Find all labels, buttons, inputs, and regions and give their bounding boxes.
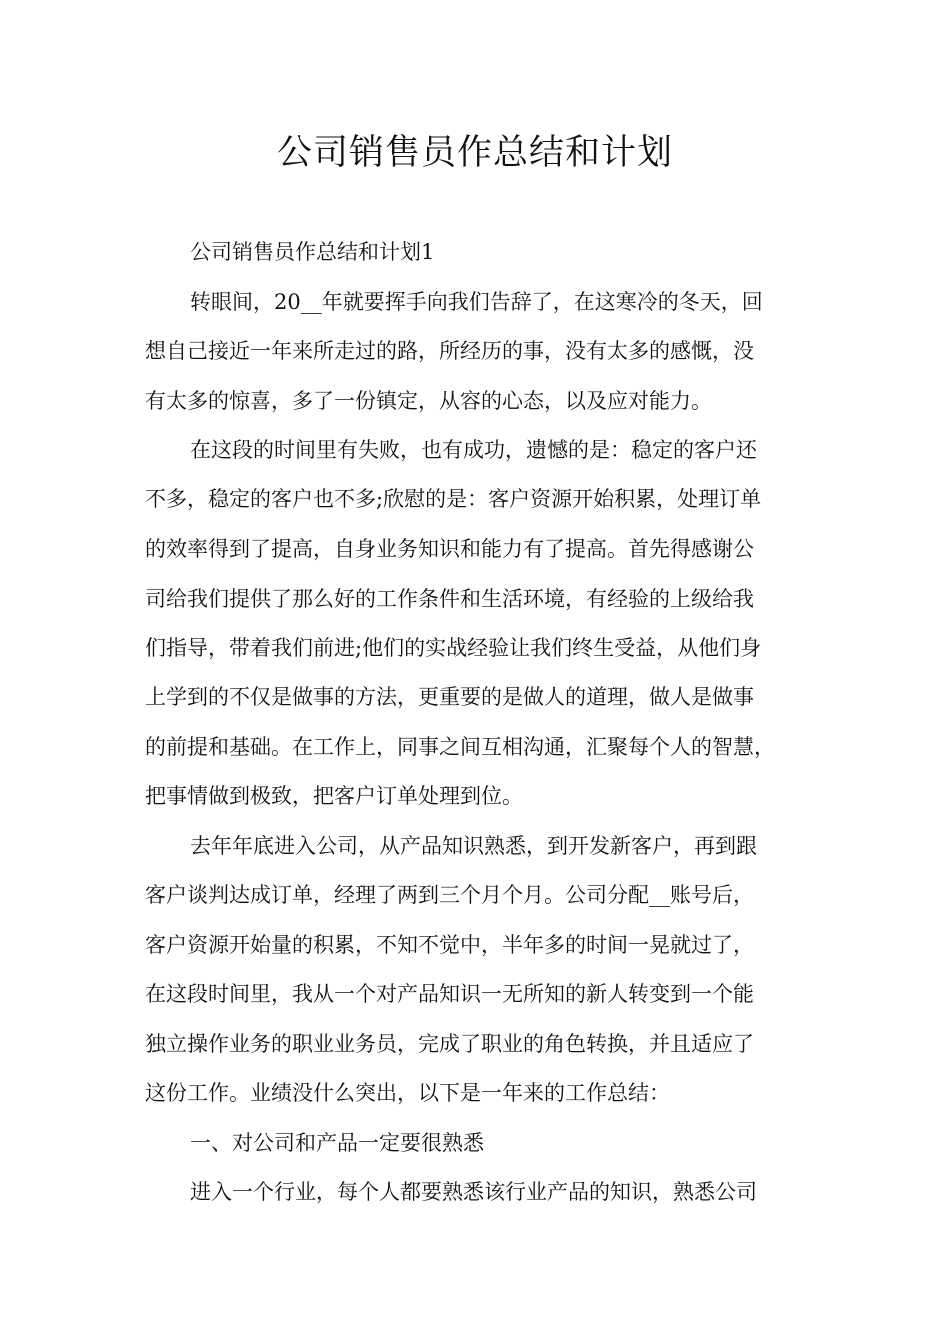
document-title: 公司销售员作总结和计划 xyxy=(276,133,673,173)
paragraph-line: 的前提和基础。在工作上，同事之间互相沟通，汇聚每个人的智慧， xyxy=(145,735,775,759)
paragraph-line: 在这段的时间里有失败，也有成功，遗憾的是：稳定的客户还 xyxy=(190,438,757,462)
paragraph-line: 上学到的不仅是做事的方法，更重要的是做人的道理，做人是做事 xyxy=(145,685,754,709)
paragraph-line: 有太多的惊喜，多了一份镇定，从容的心态，以及应对能力。 xyxy=(145,389,712,413)
paragraph-line: 去年年底进入公司，从产品知识熟悉，到开发新客户，再到跟 xyxy=(190,834,757,858)
section-heading: 一、对公司和产品一定要很熟悉 xyxy=(190,1131,484,1155)
paragraph-line: 的效率得到了提高，自身业务知识和能力有了提高。首先得感谢公 xyxy=(145,537,754,561)
paragraph-line: 这份工作。业绩没什么突出，以下是一年来的工作总结： xyxy=(145,1081,670,1105)
paragraph-line: 想自己接近一年来所走过的路，所经历的事，没有太多的感慨，没 xyxy=(145,339,754,363)
paragraph-line: 不多，稳定的客户也不多;欣慰的是：客户资源开始积累，处理订单 xyxy=(145,487,762,511)
paragraph-line: 独立操作业务的职业业务员，完成了职业的角色转换，并且适应了 xyxy=(145,1032,754,1056)
section-heading: 公司销售员作总结和计划1 xyxy=(190,240,435,264)
paragraph-line: 们指导，带着我们前进;他们的实战经验让我们终生受益，从他们身 xyxy=(145,636,762,660)
paragraph-line: 把事情做到极致，把客户订单处理到位。 xyxy=(145,784,523,808)
paragraph-line: 司给我们提供了那么好的工作条件和生活环境，有经验的上级给我 xyxy=(145,587,754,611)
paragraph-line: 进入一个行业，每个人都要熟悉该行业产品的知识，熟悉公司 xyxy=(190,1180,757,1204)
paragraph-line: 客户资源开始量的积累，不知不觉中，半年多的时间一晃就过了， xyxy=(145,933,754,957)
paragraph-line: 在这段时间里，我从一个对产品知识一无所知的新人转变到一个能 xyxy=(145,982,754,1006)
paragraph-line: 客户谈判达成订单，经理了两到三个月个月。公司分配__账号后， xyxy=(145,883,754,907)
paragraph-line: 转眼间，20__年就要挥手向我们告辞了，在这寒冷的冬天，回 xyxy=(190,290,763,314)
